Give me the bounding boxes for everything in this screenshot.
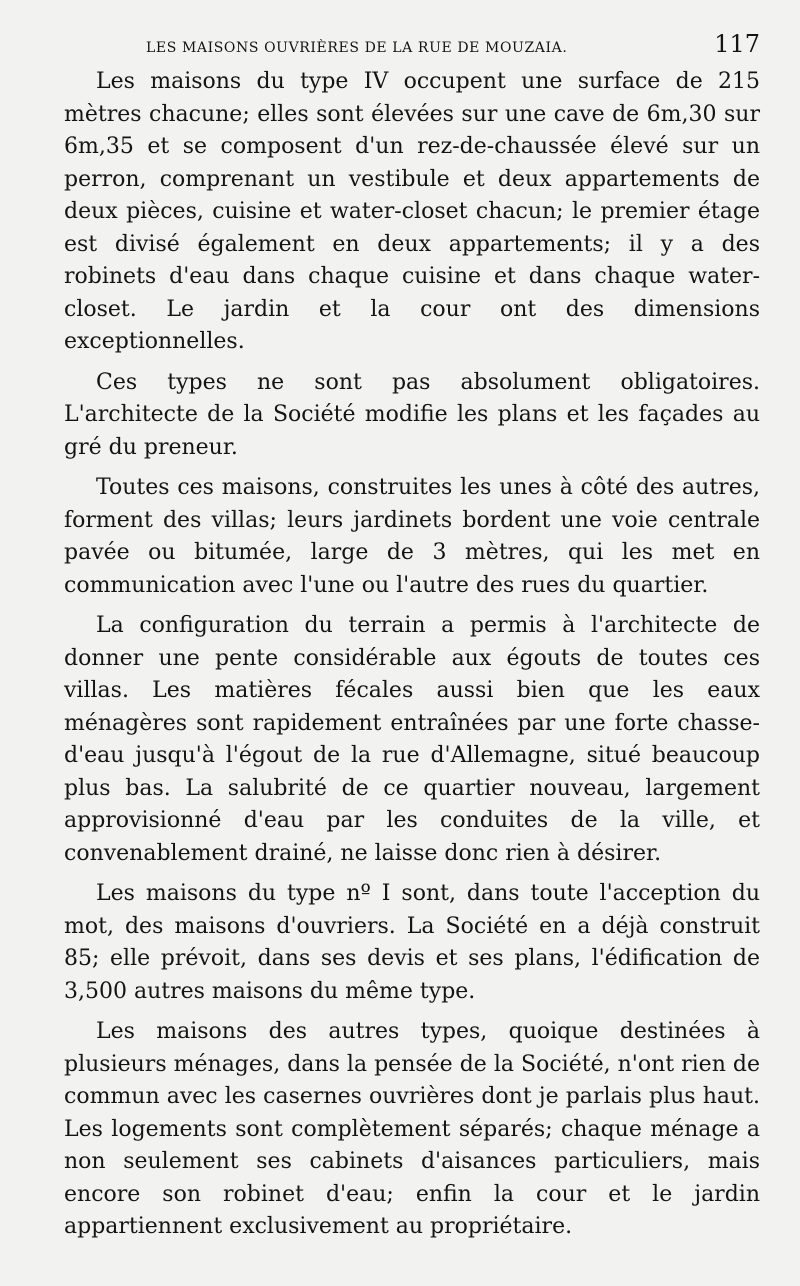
paragraph: Ces types ne sont pas absolument obligatoires. L'architecte de la Société modifie les plans et les façades au gré du preneur. xyxy=(64,369,760,460)
paragraph: Les maisons du type nº I sont, dans toute l'acception du mot, des maisons d'ouvriers. La Société en a déjà construit 85; elle prévoit, dans ses devis et ses plans, l'édification de 3,500 autres maisons du même type. xyxy=(64,881,760,1004)
page-header xyxy=(146,30,760,58)
paragraph: Les maisons des autres types, quoique destinées à plusieurs ménages, dans la pensée de la Société, n'ont rien de commun avec les casernes ouvrières dont je parlais plus haut. Les logements sont complètement séparés; chaque ménage a non seulement ses cabinets d'aisances particuliers, mais encore son robinet d'eau; enfin la cour et le jardin appartiennent exclusivement au propriétaire. xyxy=(64,1019,760,1239)
page-number: 117 xyxy=(714,30,760,58)
body-text xyxy=(64,66,760,1244)
paragraph: La configuration du terrain a permis à l'architecte de donner une pente considérable aux égouts de toutes ces villas. Les matières fécales aussi bien que les eaux ménagères sont rapidement entraînées par une forte chasse-d'eau jusqu'à l'égout de la rue d'Allemagne, situé beaucoup plus bas. La salubrité de ce quartier nouveau, largement approvisionné d'eau par les conduites de la ville, et convenablement drainé, ne laisse donc rien à désirer. xyxy=(64,613,760,866)
running-head: LES MAISONS OUVRIÈRES DE LA RUE DE MOUZAIA. xyxy=(146,40,568,56)
paragraph: Les maisons du type IV occupent une surface de 215 mètres chacune; elles sont élevées sur une cave de 6m,30 sur 6m,35 et se composent d'un rez-de-chaussée élevé sur un perron, comprenant un vestibule et deux appartements de deux pièces, cuisine et water-closet chacun; le premier étage est divisé également en deux appartements; il y a des robinets d'eau dans chaque cuisine et dans chaque water-closet. Le jardin et la cour ont des dimensions exceptionnelles. xyxy=(64,69,760,354)
paragraph: Toutes ces maisons, construites les unes à côté des autres, forment des villas; leurs jardinets bordent une voie centrale pavée ou bitumée, large de 3 mètres, qui les met en communication avec l'une ou l'autre des rues du quartier. xyxy=(64,475,760,598)
